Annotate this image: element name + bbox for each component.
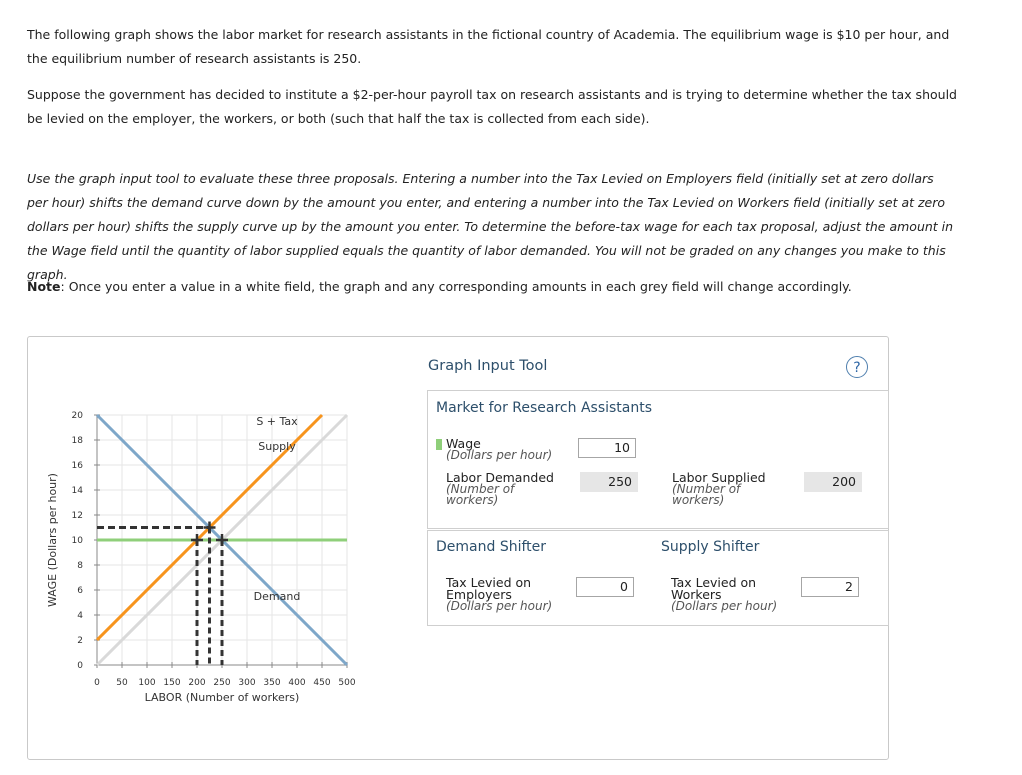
graph-input-tool-title: Graph Input Tool: [428, 358, 548, 374]
x-tick-label: 200: [188, 678, 206, 688]
labor-demanded-label-group: [446, 472, 554, 506]
x-tick-label: 300: [238, 678, 256, 688]
wage-unit: (Dollars per hour): [446, 448, 553, 462]
y-tick-label: 10: [71, 536, 83, 546]
y-tick-label: 12: [71, 511, 83, 521]
wage-label-group: [446, 438, 552, 461]
market-title: Market for Research Assistants: [436, 400, 653, 416]
y-tick-label: 18: [71, 436, 83, 446]
demand-shifter-title: Demand Shifter: [436, 539, 547, 555]
x-tick-label: 150: [163, 678, 181, 688]
tax-workers-unit: (Dollars per hour): [671, 599, 778, 613]
x-tick-label: 350: [263, 678, 281, 688]
tax-employers-label-2: Employers: [446, 587, 512, 602]
wage-color-swatch: [436, 439, 442, 450]
labor-supplied-value: 200: [804, 472, 862, 492]
tax-workers-label-2: Workers: [671, 587, 722, 602]
intro-paragraph-1: The following graph shows the labor market for research assistants in the fictional country of Academia. The equilibrium wage is $10 per hour, and the equilibrium number of research assistants is 250.: [27, 27, 950, 66]
x-tick-label: 400: [288, 678, 306, 688]
y-tick-label: 20: [71, 411, 83, 421]
x-tick-label: 0: [94, 678, 100, 688]
labor-demanded-label: Labor Demanded: [446, 470, 554, 485]
x-tick-label: 250: [213, 678, 231, 688]
labor-supplied-unit-1: (Number of: [672, 482, 741, 496]
note-label: Note: [27, 279, 61, 294]
intro-paragraph-2: Suppose the government has decided to institute a $2-per-hour payroll tax on research assistants and is trying to determine whether the tax should be levied on the employer, the workers, or both (such that half the tax is collected from each side).: [27, 87, 957, 126]
supply-label: Supply: [258, 440, 296, 453]
instructions-paragraph: Use the graph input tool to evaluate these three proposals. Entering a number into the Tax Levied on Employers field (initially set at zero dollars per hour) shifts the demand curve down by the amount you enter, and entering a number into the Tax Levied on Workers field (initially set at zero dollars per hour) shifts the supply curve up by the amount you enter. To determine the before-tax wage for each tax proposal, adjust the amount in the Wage field until the quantity of labor supplied equals the quantity of labor demanded. You will not be graded on any changes you make to this graph.: [27, 171, 954, 282]
labor-demanded-unit-1: (Number of: [446, 482, 515, 496]
labor-demanded-unit-2: workers): [446, 493, 499, 507]
x-tick-label: 100: [138, 678, 156, 688]
tax-employers-label-group: [446, 577, 552, 612]
tax-workers-label-1: Tax Levied on: [671, 575, 757, 590]
labor-supplied-label: Labor Supplied: [672, 470, 766, 485]
demand-label: Demand: [253, 590, 301, 603]
note-text: : Once you enter a value in a white field, the graph and any corresponding amounts in each grey field will change accordingly.: [60, 279, 852, 294]
tax-employers-label-1: Tax Levied on: [446, 575, 532, 590]
labor-demanded-value: 250: [580, 472, 638, 492]
x-axis-title: LABOR (Number of workers): [144, 691, 300, 704]
tax-employers-input[interactable]: 0: [576, 577, 634, 597]
help-icon[interactable]: ?: [846, 356, 868, 378]
labor-supplied-label-group: [672, 472, 766, 506]
wage-input[interactable]: 10: [578, 438, 636, 458]
x-tick-label: 500: [338, 678, 356, 688]
y-axis-title: WAGE (Dollars per hour): [46, 473, 59, 607]
y-tick-label: 16: [71, 461, 83, 471]
y-tick-label: 4: [77, 611, 83, 621]
tax-employers-unit: (Dollars per hour): [446, 599, 553, 613]
labor-market-chart[interactable]: [40, 400, 370, 710]
tax-workers-label-group: [671, 577, 777, 612]
supply-shifter-title: Supply Shifter: [661, 539, 760, 555]
y-tick-label: 2: [77, 636, 83, 646]
note-paragraph: [27, 275, 957, 299]
wage-label: Wage: [446, 436, 481, 451]
x-tick-label: 50: [116, 678, 128, 688]
s-plus-tax-label: S + Tax: [256, 415, 298, 428]
y-tick-label: 8: [77, 561, 83, 571]
y-tick-label: 6: [77, 586, 83, 596]
labor-supplied-unit-2: workers): [672, 493, 725, 507]
x-tick-label: 450: [313, 678, 331, 688]
y-tick-label: 14: [71, 486, 83, 496]
y-tick-label: 0: [77, 661, 83, 671]
tax-workers-input[interactable]: 2: [801, 577, 859, 597]
